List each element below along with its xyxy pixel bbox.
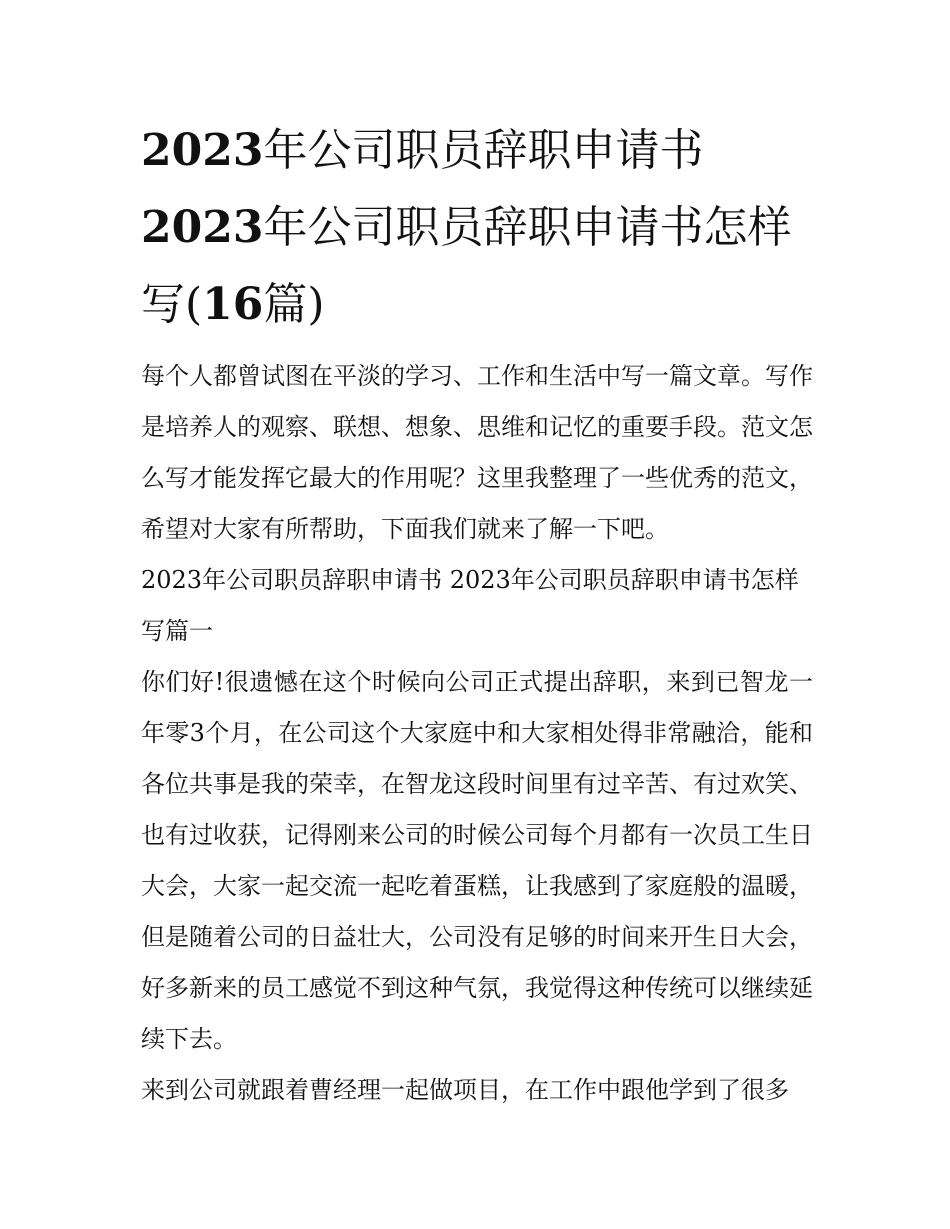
- document-page: [141, 112, 813, 1116]
- document-title: 2023年公司职员辞职申请书 2023年公司职员辞职申请书怎样写(16篇): [141, 125, 792, 330]
- body-paragraph-1: 你们好!很遗憾在这个时候向公司正式提出辞职，来到已智龙一年零3个月，在公司这个大家庭中和大家相处得非常融洽，能和各位共事是我的荣幸，在智龙这段时间里有过辛苦、有过欢笑、也有过收获，记得刚来公司的时候公司每个月都有一次员工生日大会，大家一起交流一起吃着蛋糕，让我感到了家庭般的温暖，但是随着公司的日益壮大，公司没有足够的时间来开生日大会，好多新来的员工感觉不到这种气氛，我觉得这种传统可以继续延续下去。: [141, 668, 813, 1053]
- section-heading: 2023年公司职员辞职申请书 2023年公司职员辞职申请书怎样写篇一: [141, 566, 799, 645]
- intro-paragraph: 每个人都曾试图在平淡的学习、工作和生活中写一篇文章。写作是培养人的观察、联想、想象、思维和记忆的重要手段。范文怎么写才能发挥它最大的作用呢？这里我整理了一些优秀的范文，希望对大家有所帮助，下面我们就来了解一下吧。: [141, 362, 813, 543]
- body-paragraph-2: 来到公司就跟着曹经理一起做项目，在工作中跟他学到了很多: [141, 1076, 789, 1104]
